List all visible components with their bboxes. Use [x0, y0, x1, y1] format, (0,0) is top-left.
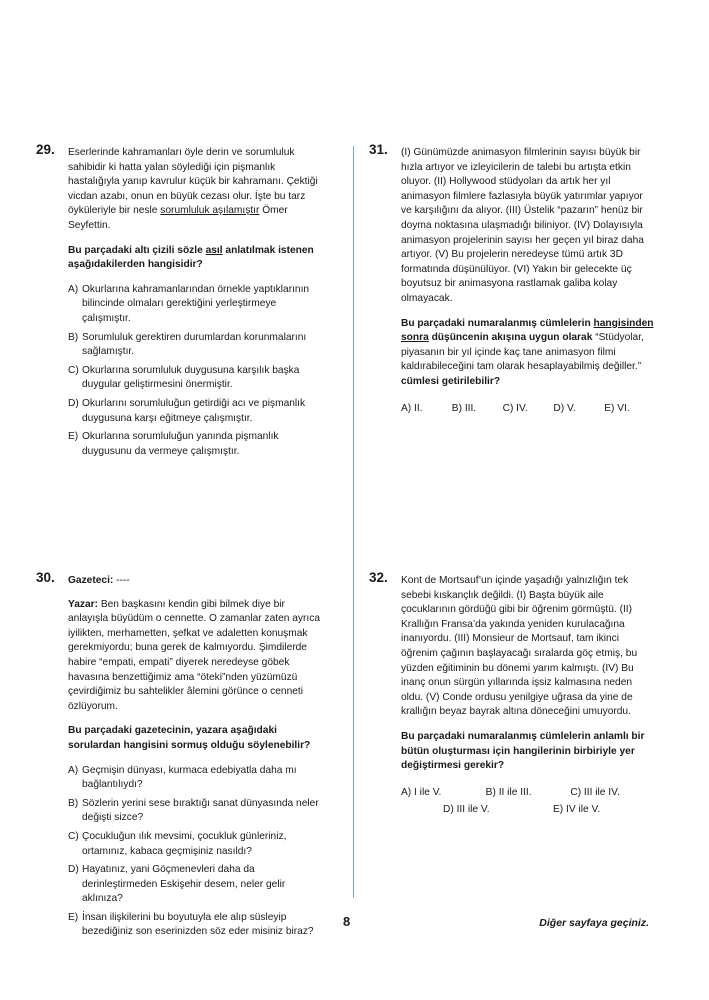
- question-passage: Eserlerinde kahramanları öyle derin ve sorumluluk sahibidir ki hatta yalan söylediği için pişmanlık hastalığıyla yanıp kavrulur küçük bir kahramanı. Çektiği vicdan azabı, onun en büyük cezası olur. İşte bu tarz öyküleriyle bir nesle sorumluluk aşılamıştır Ömer Seyfettin.: [68, 147, 318, 231]
- underlined-word: asıl: [205, 244, 223, 256]
- question-stem: Bu parçadaki numaralanmış cümlelerin anlamlı bir bütün oluşturması için hangilerinin birbiriyle yer değiştirmesi gerekir?: [401, 730, 645, 772]
- question-number: 29.: [36, 142, 55, 157]
- answer-options-row-1: [401, 786, 655, 801]
- answer-option-d[interactable]: D) V.: [553, 402, 576, 414]
- page-number: 8: [343, 914, 351, 929]
- answer-option-d[interactable]: D) III ile V.: [443, 804, 490, 816]
- answer-option-b[interactable]: B) Sorumluluk gerektiren durumlardan korunmalarını sağlamıştır.: [68, 331, 307, 358]
- answer-options: [68, 764, 321, 941]
- answer-options-row-2: [401, 803, 655, 818]
- question-number: 32.: [369, 570, 388, 585]
- answer-options: [68, 283, 321, 460]
- answer-option-b[interactable]: B) II ile III.: [485, 786, 532, 798]
- answer-option-e[interactable]: E) IV ile V.: [553, 804, 601, 816]
- answer-option-a[interactable]: A) II.: [401, 402, 423, 414]
- answer-option-a[interactable]: A) Geçmişin dünyası, kurmaca edebiyatla daha mı bağlantılıydı?: [68, 764, 297, 791]
- interviewer-line: Gazeteci: ----: [68, 575, 130, 586]
- question-30: [36, 570, 321, 944]
- answer-option-e[interactable]: E) VI.: [604, 402, 630, 414]
- answer-option-b[interactable]: B) Sözlerin yerini sese bıraktığı sanat dünyasında neler değişti sizce?: [68, 797, 319, 824]
- question-29: [36, 142, 321, 463]
- answer-option-a[interactable]: A) I ile V.: [401, 786, 442, 798]
- answer-option-c[interactable]: C) Okurlarına sorumluluk duygusuna karşılık başka duygular geliştirmesini önermiştir.: [68, 364, 300, 391]
- answer-option-c[interactable]: C) IV.: [502, 402, 528, 414]
- answer-option-c[interactable]: C) III ile IV.: [570, 786, 620, 798]
- answer-option-e[interactable]: E) Okurlarına sorumluluğun yanında pişmanlık duygusunu da vermeye çalışmıştır.: [68, 431, 279, 457]
- author-answer: Yazar: Ben başkasını kendin gibi bilmek diye bir anlayışla büyüdüm o cennette. O zamanlar zaten ayrıca iyilikten, merhametten, şefkat ve adaletten konuşmak gerekmiyordu; buna gerek de kalmıyordu. Şimdilerde habire “empati, empati” diyerek neredeyse göbek havasına benzettiğimiz ama “öteki”nden yüzümüzü çevirdiğimiz bu sahtelikler âlemini görünce o cenneti özlüyorum.: [68, 598, 320, 712]
- question-31: [369, 142, 655, 416]
- answer-option-b[interactable]: B) III.: [451, 402, 477, 414]
- question-number: 31.: [369, 142, 388, 157]
- answer-options: [401, 402, 655, 417]
- underlined-phrase: hangisinden sonra: [401, 317, 654, 344]
- next-page-note: Diğer sayfaya geçiniz.: [539, 917, 649, 929]
- answer-option-e[interactable]: E) İnsan ilişkilerini bu boyutuyla ele alıp süsleyip bezediğiniz son eserinizden söz eder misiniz biraz?: [68, 911, 314, 938]
- column-divider: [353, 146, 354, 898]
- question-passage: Kont de Mortsauf’un içinde yaşadığı yalnızlığın tek sebebi kıskançlık değildi. (I) Başta büyük aile çocuklarının gördüğü gibi bir öğrenim görmüştü. (II) Krallığın Fransa’da yakında yeniden kurulacağına inanıyordu. (III) Monsieur de Mortsauf, tam ikinci öğrenim çağının başlayacağı sıralarda göç etmiş, bu yüzden eğitiminin bu dönemi yarım kalmıştı. (IV) Bu inanç onun sürgün yıllarında işsiz kalmasına neden oldu. (V) Conde ordusu yenilgiye uğrasa da yine de krallığın beyaz bayrak altına döneceğini umuyordu.: [401, 575, 638, 718]
- answer-option-a[interactable]: A) Okurlarına kahramanlarından örnekle yaptıklarının bilincinde olmaları gerektiğini yerleştirmeye çalışmıştır.: [68, 283, 310, 324]
- answer-option-d[interactable]: D) Okurlarını sorumluluğun getirdiği acı ve pişmanlık duygusuna karşı eğitmeye çalışmıştır.: [68, 397, 306, 424]
- quoted-sentence: “Stüdyolar, piyasanın bir yıl içinde kaç tane animasyon filmi kaldırabileceğini tam olarak hesaplayabilmiş değiller.”: [401, 332, 644, 373]
- question-number: 30.: [36, 570, 55, 585]
- question-stem: Bu parçadaki altı çizili sözle asıl anlatılmak istenen aşağıdakilerden hangisidir?: [68, 244, 314, 271]
- answer-option-c[interactable]: C) Çocukluğun ılık mevsimi, çocukluk günleriniz, ortamınız, kabaca geçmişiniz nasıldı?: [68, 830, 287, 857]
- underlined-phrase: sorumluluk aşılamıştır: [160, 205, 260, 217]
- question-passage: (I) Günümüzde animasyon filmlerinin sayısı büyük bir hızla artıyor ve izleyicilerin de talebi bu artışta etkin oluyor. (II) Hollywood stüdyoları da artık her yıl animasyon filmlere fazlasıyla büyük yatırımlar yapıyor ve karşılığını da alıyor. (III) Üstelik “pazarın” henüz bir doyma noktasına ulaşmadığı biliniyor. (IV) Dolayısıyla animasyon projelerinin sayısı her geçen yıl biraz daha artıyor. (V) Bu projelerin neredeyse tümü artık 3D formatında düşünülüyor. (VI) Yakın bir gelecekte üç boyutsuz bir animasyona rastlamak galiba kolay olmayacak.: [401, 147, 644, 304]
- question-stem: Bu parçadaki gazetecinin, yazara aşağıdaki sorulardan hangisini sormuş olduğu söylenebilir?: [68, 725, 311, 751]
- question-32: [369, 570, 655, 818]
- answer-option-d[interactable]: D) Hayatınız, yani Göçmenevleri daha da derinleştirmeden Eskişehir desem, neler gelir aklınıza?: [68, 864, 286, 905]
- question-stem: Bu parçadaki numaralanmış cümlelerin hangisinden sonra düşüncenin akışına uygun olarak “Stüdyolar, piyasanın bir yıl içinde kaç tane animasyon filmi kaldırabileceğini tam olarak hesaplayabilmiş değiller.” cümlesi getirilebilir?: [401, 317, 654, 387]
